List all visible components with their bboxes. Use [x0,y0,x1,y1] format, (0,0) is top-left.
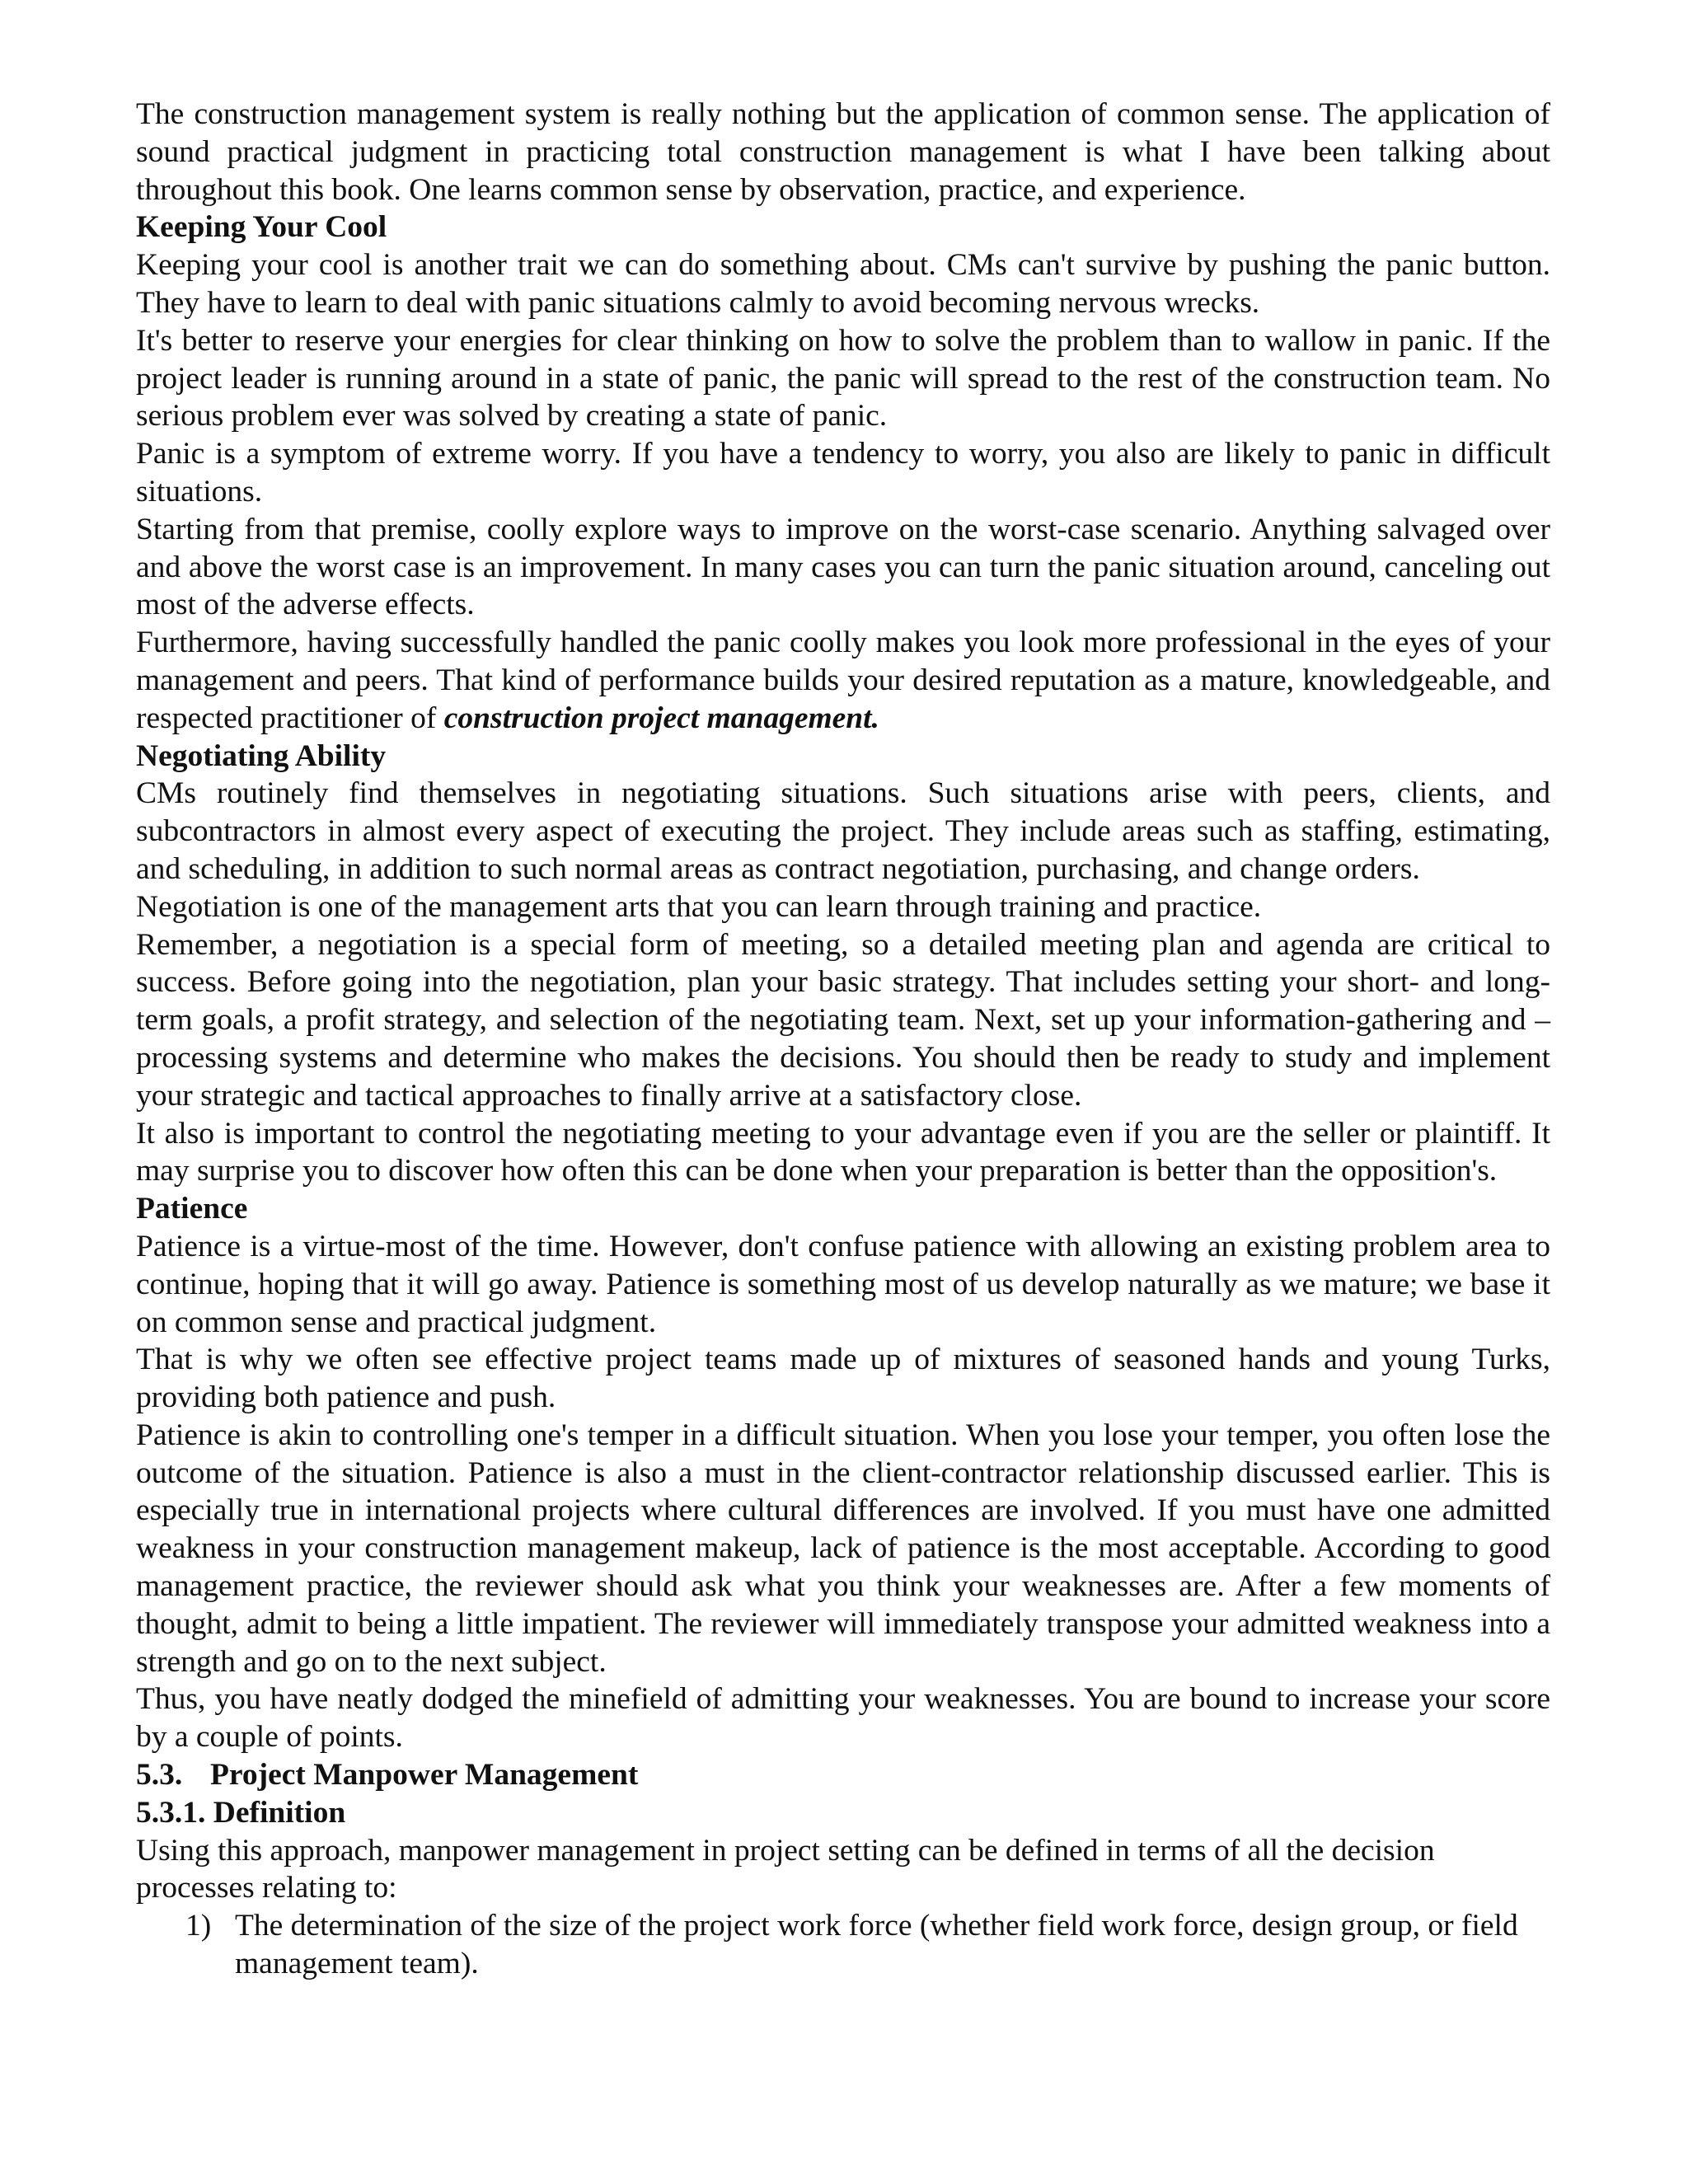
document-page [136,96,1550,1983]
list-item [136,1907,1550,1983]
heading-negotiating-ability: Negotiating Ability [136,738,387,773]
patience-paragraph-2: That is why we often see effective project teams made up of mixtures of seasoned hands and young Turks, providing both patience and push. [136,1343,1550,1415]
patience-paragraph-1: Patience is a virtue-most of the time. However, don't confuse patience with allowing an existing problem area to continue, hoping that it will go away. Patience is something most of us develop naturally as we mature; we base it on common sense and practical judgment. [136,1229,1550,1339]
heading-section-5-3 [136,1756,1550,1794]
intro-paragraph: The construction management system is really nothing but the application of common sense. The application of sound practical judgment in practicing total construction management is what I have been talking about throughout this book. One learns common sense by observation, practice, and experience. [136,97,1550,207]
list-item-text: The determination of the size of the project work force (whether field work force, design group, or field management team). [235,1909,1518,1981]
keeping-cool-paragraph-5-text: Furthermore, having successfully handled the panic coolly makes you look more professional in the eyes of your management and peers. That kind of performance builds your desired reputation as a mature, knowledgeable, and respected practitioner of [136,626,1550,735]
negotiating-paragraph-2: Negotiation is one of the management arts that you can learn through training and practice. [136,889,1262,924]
negotiating-paragraph-4: It also is important to control the negotiating meeting to your advantage even if you are the seller or plaintiff. It may surprise you to discover how often this can be done when your preparation is better than the opposition's. [136,1116,1550,1188]
heading-section-5-3-1: 5.3.1. Definition [136,1795,346,1830]
section-5-3-number: 5.3. [136,1758,183,1793]
keeping-cool-paragraph-1: Keeping your cool is another trait we can do something about. CMs can't survive by pushing the panic button. They have to learn to deal with panic situations calmly to avoid becoming nervous wrecks. [136,248,1550,320]
keeping-cool-paragraph-2: It's better to reserve your energies for clear thinking on how to solve the problem than to wallow in panic. If the project leader is running around in a state of panic, the panic will spread to the rest of the construction team. No serious problem ever was solved by creating a state of panic. [136,323,1550,434]
heading-patience: Patience [136,1192,248,1226]
negotiating-paragraph-3: Remember, a negotiation is a special form of meeting, so a detailed meeting plan and agenda are critical to success. Before going into the negotiation, plan your basic strategy. That includes setting your short- and long-term goals, a profit strategy, and selection of the negotiating team. Next, set up your information-gathering and –processing systems and determine who makes the decisions. You should then be ready to study and implement your strategic and tactical approaches to finally arrive at a satisfactory close. [136,927,1550,1113]
definition-list [136,1907,1550,1983]
keeping-cool-paragraph-5 [136,624,1550,737]
negotiating-paragraph-1: CMs routinely find themselves in negotiating situations. Such situations arise with peers, clients, and subcontractors in almost every aspect of executing the project. They include areas such as staffing, estimating, and scheduling, in addition to such normal areas as contract negotiation, purchasing, and change orders. [136,776,1550,886]
section-5-3-title: Project Manpower Management [210,1758,639,1793]
definition-paragraph: Using this approach, manpower management in project setting can be defined in terms of all the decision processes relating to: [136,1833,1435,1905]
keeping-cool-paragraph-4: Starting from that premise, coolly explore ways to improve on the worst-case scenario. Anything salvaged over and above the worst case is an improvement. In many cases you can turn the panic situation around, canceling out most of the adverse effects. [136,512,1550,622]
list-item-number: 1) [185,1909,212,1943]
patience-paragraph-4: Thus, you have neatly dodged the minefield of admitting your weaknesses. You are bound to increase your score by a couple of points. [136,1682,1550,1755]
heading-keeping-your-cool: Keeping Your Cool [136,210,387,245]
patience-paragraph-3: Patience is akin to controlling one's temper in a difficult situation. When you lose your temper, you often lose the outcome of the situation. Patience is also a must in the client-contractor relationship discussed earlier. This is especially true in international projects where cultural differences are involved. If you must have one admitted weakness in your construction management makeup, lack of patience is the most acceptable. According to good management practice, the reviewer should ask what you think your weaknesses are. After a few moments of thought, admit to being a little impatient. The reviewer will immediately transpose your admitted weakness into a strength and go on to the next subject. [136,1418,1550,1679]
emphasis-construction-project-management: construction project management. [443,701,879,735]
keeping-cool-paragraph-3: Panic is a symptom of extreme worry. If you have a tendency to worry, you also are likely to panic in difficult situations. [136,437,1550,509]
